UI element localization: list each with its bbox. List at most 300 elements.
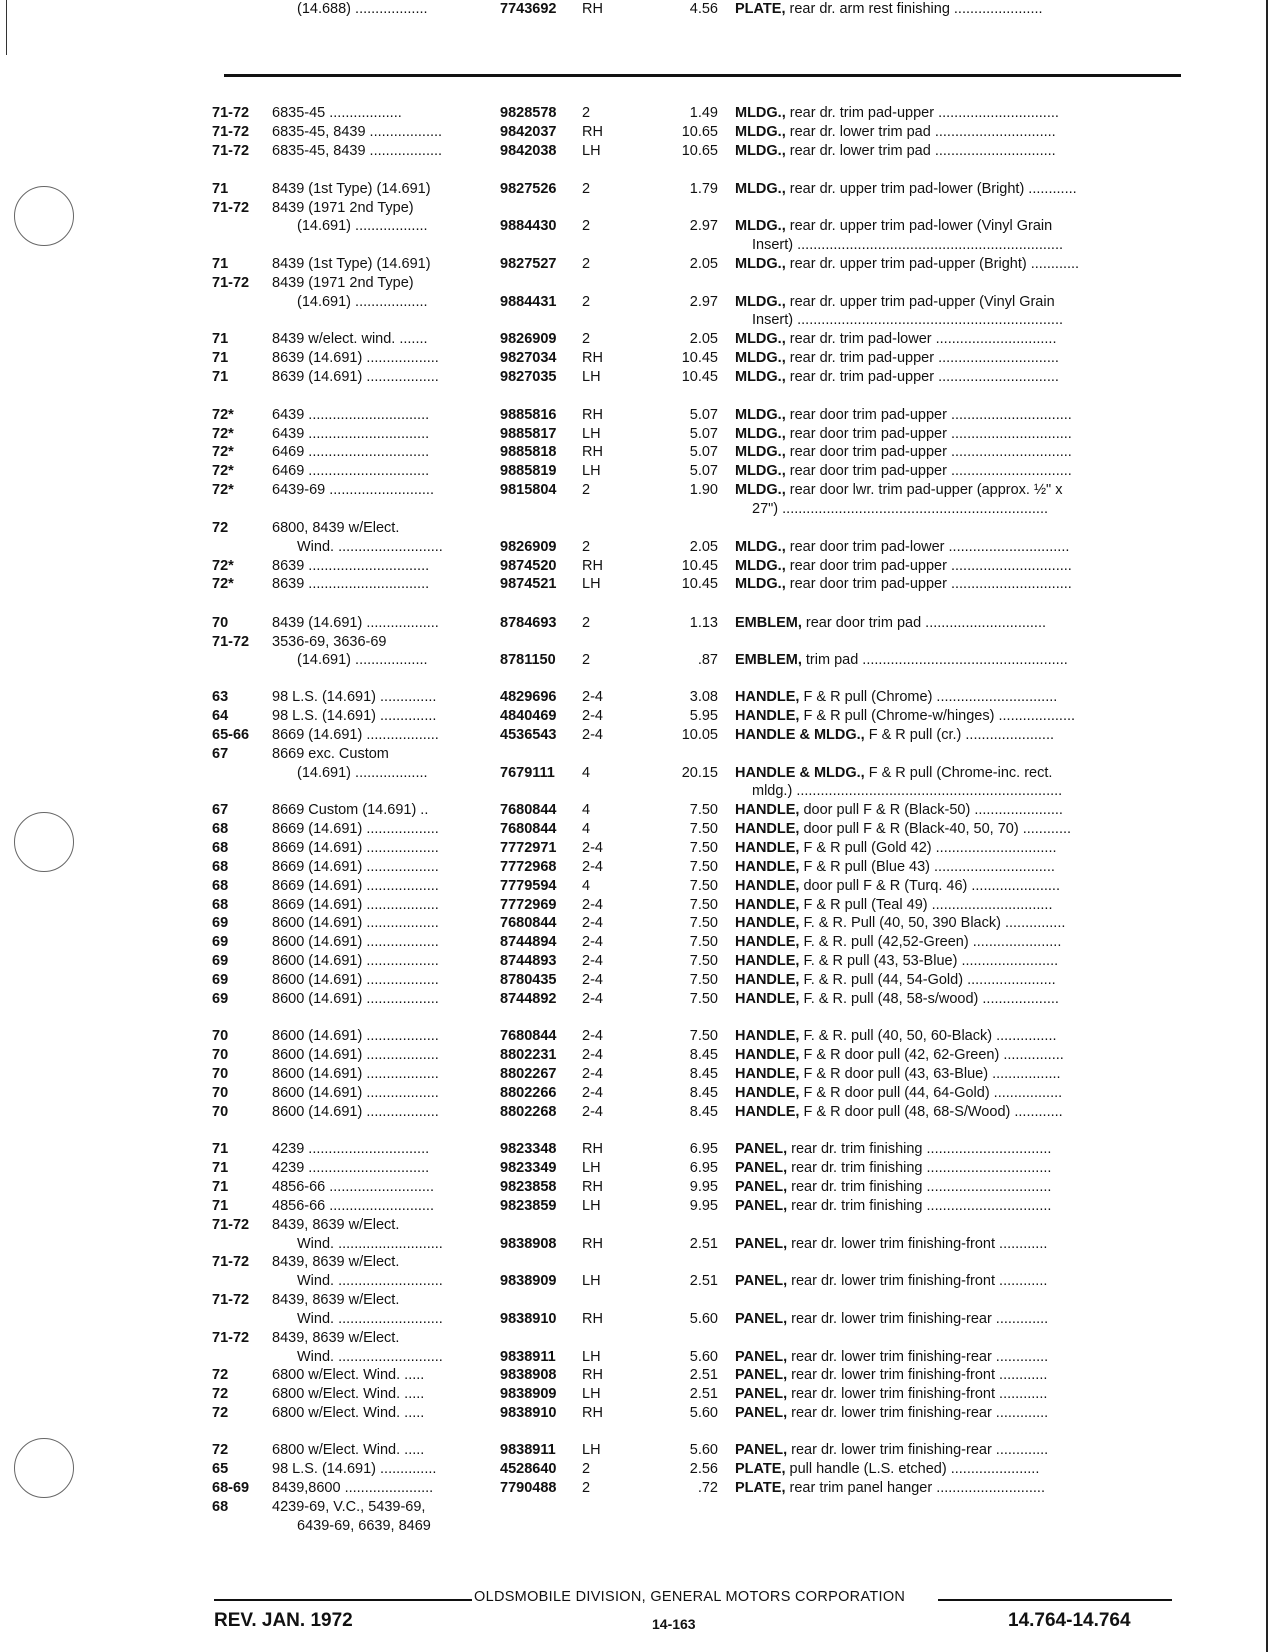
part-name: HANDLE,	[735, 1028, 800, 1044]
body-model: Wind. ..........................	[297, 1236, 443, 1252]
list-price: 1.49	[689, 105, 718, 121]
body-model: 8439 (1971 2nd Type)	[272, 200, 414, 216]
body-model: 8669 (14.691) ..................	[272, 878, 439, 894]
part-number: 8802268	[500, 1104, 557, 1120]
part-name: EMBLEM,	[735, 615, 802, 631]
part-description	[735, 1385, 1175, 1404]
body-model: 98 L.S. (14.691) ..............	[272, 708, 437, 724]
part-description-text: rear dr. arm rest finishing ......................	[785, 1, 1043, 17]
body-model: (14.691) ..................	[297, 652, 428, 668]
quantity: 2-4	[582, 1047, 603, 1063]
quantity: 2-4	[582, 934, 603, 950]
part-description	[735, 764, 1175, 783]
model-year: 72*	[212, 463, 234, 479]
part-description-text: rear dr. trim finishing ...............................	[787, 1198, 1052, 1214]
part-description	[735, 349, 1175, 368]
model-year: 65-66	[212, 727, 250, 743]
model-year: 71	[212, 350, 229, 366]
part-description-text: F & R pull (Chrome-w/hinges) ...................	[799, 708, 1076, 724]
part-name: MLDG.,	[735, 350, 786, 366]
list-price: 7.50	[689, 934, 718, 950]
body-model: 8600 (14.691) ..................	[272, 991, 439, 1007]
body-model: Wind. ..........................	[297, 539, 443, 555]
part-description	[752, 236, 1175, 255]
body-model: 6800, 8439 w/Elect.	[272, 520, 400, 536]
revision-date: REV. JAN. 1972	[214, 1610, 353, 1631]
model-year: 63	[212, 689, 229, 705]
part-description	[735, 952, 1175, 971]
model-year: 71-72	[212, 1217, 250, 1233]
quantity: 2	[582, 181, 591, 197]
part-number: 4829696	[500, 689, 557, 705]
part-description-text: rear door trim pad-upper ..............................	[785, 463, 1072, 479]
list-price: 2.05	[689, 331, 718, 347]
quantity: RH	[582, 1367, 603, 1383]
body-model: 6800 w/Elect. Wind. .....	[272, 1386, 425, 1402]
model-year: 70	[212, 1085, 229, 1101]
part-name: MLDG.,	[735, 576, 786, 592]
part-description-text: rear dr. trim pad-upper ..............................	[785, 350, 1059, 366]
list-price: 3.08	[689, 689, 718, 705]
body-model: 8639 ..............................	[272, 576, 430, 592]
part-name: MLDG.,	[735, 539, 786, 555]
list-price: 2.51	[689, 1273, 718, 1289]
part-description	[735, 1159, 1175, 1178]
part-number: 9838910	[500, 1405, 557, 1421]
part-number: 9838911	[500, 1442, 556, 1458]
part-name: HANDLE,	[735, 972, 800, 988]
part-description-text: pull handle (L.S. etched) ......................	[785, 1461, 1040, 1477]
binder-edge	[1266, 0, 1268, 1652]
part-number: 8784693	[500, 615, 557, 631]
part-name: HANDLE,	[735, 821, 800, 837]
part-number: 9815804	[500, 482, 557, 498]
part-name: MLDG.,	[735, 463, 786, 479]
punch-hole	[14, 812, 74, 872]
part-name: PLATE,	[735, 1, 786, 17]
body-model: 6439-69 ..........................	[272, 482, 434, 498]
part-description-text: rear dr. lower trim finishing-front ............	[787, 1386, 1048, 1402]
part-description-text: rear door trim pad-upper ..............................	[785, 576, 1072, 592]
body-model: 4239 ..............................	[272, 1141, 430, 1157]
list-price: 20.15	[681, 765, 718, 781]
part-description-text: F. & R pull (43, 53-Blue) ........................	[799, 953, 1059, 969]
part-description-text: F & R pull (Chrome-inc. rect.	[864, 765, 1053, 781]
part-number: 7772968	[500, 859, 557, 875]
part-name: PANEL,	[735, 1405, 788, 1421]
part-name: PANEL,	[735, 1160, 788, 1176]
list-price: 5.95	[689, 708, 718, 724]
part-number: 9828578	[500, 105, 557, 121]
quantity: 2	[582, 331, 591, 347]
part-number: 9874521	[500, 576, 557, 592]
part-number: 7779594	[500, 878, 557, 894]
list-price: 7.50	[689, 915, 718, 931]
part-description-text: door pull F & R (Turq. 46) ......................	[799, 878, 1060, 894]
header-rule	[224, 74, 1181, 77]
part-description	[735, 1460, 1175, 1479]
model-year: 69	[212, 934, 229, 950]
part-description-text: rear dr. lower trim finishing-rear .............	[787, 1311, 1049, 1327]
part-description	[735, 1140, 1175, 1159]
part-number: 9827526	[500, 181, 557, 197]
list-price: 7.50	[689, 840, 718, 856]
model-year: 71	[212, 1198, 229, 1214]
list-price: 9.95	[689, 1198, 718, 1214]
body-model: 8600 (14.691) ..................	[272, 1028, 439, 1044]
quantity: 2	[582, 105, 591, 121]
part-description	[735, 688, 1175, 707]
part-number: 7772969	[500, 897, 557, 913]
quantity: RH	[582, 1311, 603, 1327]
part-number: 4536543	[500, 727, 557, 743]
list-price: 7.50	[689, 897, 718, 913]
model-year: 69	[212, 915, 229, 931]
part-description-text: rear dr. trim finishing ...............................	[787, 1160, 1052, 1176]
body-model: 6835-45 ..................	[272, 105, 402, 121]
part-name: PANEL,	[735, 1273, 788, 1289]
quantity: LH	[582, 369, 601, 385]
model-year: 71-72	[212, 143, 250, 159]
list-price: 5.60	[689, 1349, 718, 1365]
section-number: 14.764-14.764	[1008, 1610, 1131, 1631]
part-description	[735, 1065, 1175, 1084]
part-name: MLDG.,	[735, 444, 786, 460]
model-year: 68	[212, 878, 229, 894]
model-year: 69	[212, 991, 229, 1007]
part-description	[735, 575, 1175, 594]
binder-mark	[6, 0, 7, 55]
body-model: Wind. ..........................	[297, 1311, 443, 1327]
list-price: 6.95	[689, 1160, 718, 1176]
model-year: 71-72	[212, 124, 250, 140]
body-model: 98 L.S. (14.691) ..............	[272, 1461, 437, 1477]
punch-hole	[14, 1438, 74, 1498]
part-name: MLDG.,	[735, 256, 786, 272]
part-description-text: rear door trim pad-upper ..............................	[785, 426, 1072, 442]
body-model: 4239 ..............................	[272, 1160, 430, 1176]
model-year: 71	[212, 181, 229, 197]
part-description-text: F. & R. Pull (40, 50, 390 Black) ...............	[799, 915, 1066, 931]
part-description-text: rear dr. lower trim finishing-rear .............	[787, 1405, 1049, 1421]
quantity: RH	[582, 1, 603, 17]
list-price: 4.56	[689, 1, 718, 17]
body-model: 8439 (1st Type) (14.691)	[272, 256, 431, 272]
footer-rule-left	[214, 1599, 472, 1601]
part-name: HANDLE,	[735, 897, 800, 913]
quantity: 2	[582, 218, 591, 234]
body-model: 8669 (14.691) ..................	[272, 821, 439, 837]
quantity: LH	[582, 463, 601, 479]
part-number: 7790488	[500, 1480, 557, 1496]
model-year: 72*	[212, 444, 234, 460]
model-year: 70	[212, 1028, 229, 1044]
body-model: 6439 ..............................	[272, 426, 430, 442]
part-description	[735, 1272, 1175, 1291]
part-description-text: F & R pull (Blue 43) ..............................	[799, 859, 1055, 875]
model-year: 71	[212, 331, 229, 347]
part-number: 9823348	[500, 1141, 557, 1157]
body-model: 8669 (14.691) ..................	[272, 897, 439, 913]
list-price: 2.51	[689, 1367, 718, 1383]
part-description-text: 27") ..................................................................	[752, 501, 1049, 517]
model-year: 71-72	[212, 275, 250, 291]
part-description-text: F & R pull (cr.) ......................	[864, 727, 1055, 743]
body-model: 8600 (14.691) ..................	[272, 1066, 439, 1082]
list-price: 2.05	[689, 256, 718, 272]
part-description	[735, 896, 1175, 915]
part-name: MLDG.,	[735, 124, 786, 140]
quantity: 2	[582, 652, 591, 668]
part-name: HANDLE,	[735, 802, 800, 818]
part-description	[735, 462, 1175, 481]
part-name: HANDLE,	[735, 934, 800, 950]
part-number: 9884431	[500, 294, 557, 310]
body-model: 98 L.S. (14.691) ..............	[272, 689, 437, 705]
part-description-text: rear dr. trim finishing ...............................	[787, 1179, 1052, 1195]
part-description-text: rear dr. lower trim finishing-rear .............	[787, 1442, 1049, 1458]
part-number: 9838909	[500, 1273, 557, 1289]
part-description	[735, 255, 1175, 274]
list-price: 5.60	[689, 1442, 718, 1458]
list-price: 2.97	[689, 294, 718, 310]
body-model: 6800 w/Elect. Wind. .....	[272, 1442, 425, 1458]
part-name: MLDG.,	[735, 294, 786, 310]
quantity: 4	[582, 802, 591, 818]
quantity: 2	[582, 539, 591, 555]
part-number: 9838911	[500, 1349, 556, 1365]
model-year: 72	[212, 1405, 229, 1421]
part-name: HANDLE,	[735, 991, 800, 1007]
body-model: 8439 w/elect. wind. .......	[272, 331, 428, 347]
body-model: (14.688) ..................	[297, 1, 428, 17]
list-price: 7.50	[689, 802, 718, 818]
part-number: 9838908	[500, 1367, 557, 1383]
quantity: 2	[582, 615, 591, 631]
quantity: 2-4	[582, 915, 603, 931]
part-description	[735, 123, 1175, 142]
part-description	[735, 1310, 1175, 1329]
body-model: 8600 (14.691) ..................	[272, 1085, 439, 1101]
part-name: HANDLE,	[735, 859, 800, 875]
model-year: 70	[212, 1066, 229, 1082]
list-price: 10.45	[681, 369, 718, 385]
part-name: EMBLEM,	[735, 652, 802, 668]
part-number: 8744894	[500, 934, 557, 950]
quantity: 2	[582, 482, 591, 498]
part-description	[735, 481, 1175, 500]
part-description-text: rear dr. upper trim pad-upper (Vinyl Grain	[785, 294, 1055, 310]
model-year: 72	[212, 1367, 229, 1383]
quantity: 2	[582, 294, 591, 310]
list-price: 5.07	[689, 407, 718, 423]
body-model: 8600 (14.691) ..................	[272, 1104, 439, 1120]
part-description	[735, 877, 1175, 896]
list-price: 9.95	[689, 1179, 718, 1195]
part-number: 7680844	[500, 1028, 557, 1044]
model-year: 69	[212, 953, 229, 969]
body-model: 8439 (1971 2nd Type)	[272, 275, 414, 291]
list-price: 7.50	[689, 953, 718, 969]
part-name: PLATE,	[735, 1480, 786, 1496]
part-description-text: rear dr. upper trim pad-lower (Bright) ............	[785, 181, 1077, 197]
model-year: 67	[212, 746, 229, 762]
quantity: LH	[582, 143, 601, 159]
part-description-text: rear dr. upper trim pad-upper (Bright) ............	[785, 256, 1080, 272]
body-model: 8439, 8639 w/Elect.	[272, 1292, 400, 1308]
model-year: 69	[212, 972, 229, 988]
part-description-text: rear dr. lower trim pad ..............................	[785, 124, 1056, 140]
model-year: 71	[212, 256, 229, 272]
model-year: 72	[212, 1442, 229, 1458]
part-number: 9885818	[500, 444, 557, 460]
part-description	[735, 1479, 1175, 1498]
part-name: MLDG.,	[735, 407, 786, 423]
part-number: 9885816	[500, 407, 557, 423]
list-price: 7.50	[689, 972, 718, 988]
model-year: 70	[212, 615, 229, 631]
body-model: 8639 ..............................	[272, 558, 430, 574]
part-name: HANDLE & MLDG.,	[735, 727, 865, 743]
punch-hole	[14, 186, 74, 246]
quantity: RH	[582, 1236, 603, 1252]
part-name: PANEL,	[735, 1386, 788, 1402]
quantity: RH	[582, 124, 603, 140]
model-year: 64	[212, 708, 229, 724]
quantity: RH	[582, 1405, 603, 1421]
quantity: 2-4	[582, 991, 603, 1007]
part-name: PLATE,	[735, 1461, 786, 1477]
part-number: 7743692	[500, 1, 557, 17]
part-name: HANDLE,	[735, 1085, 800, 1101]
part-number: 7680844	[500, 821, 557, 837]
quantity: 2-4	[582, 840, 603, 856]
model-year: 72	[212, 1386, 229, 1402]
body-model: (14.691) ..................	[297, 294, 428, 310]
part-name: MLDG.,	[735, 369, 786, 385]
part-name: HANDLE,	[735, 708, 800, 724]
part-description-text: rear dr. lower trim finishing-front ............	[787, 1367, 1048, 1383]
part-description-text: mldg.) ..................................................................	[752, 783, 1063, 799]
body-model: 6800 w/Elect. Wind. .....	[272, 1405, 425, 1421]
list-price: 6.95	[689, 1141, 718, 1157]
model-year: 68	[212, 859, 229, 875]
body-model: 6469 ..............................	[272, 444, 430, 460]
part-number: 9885817	[500, 426, 557, 442]
body-model: 8600 (14.691) ..................	[272, 1047, 439, 1063]
model-year: 68	[212, 821, 229, 837]
part-number: 4528640	[500, 1461, 557, 1477]
quantity: 2	[582, 1461, 591, 1477]
part-description	[735, 368, 1175, 387]
body-model: 6800 w/Elect. Wind. .....	[272, 1367, 425, 1383]
part-name: HANDLE,	[735, 915, 800, 931]
part-description	[735, 557, 1175, 576]
part-name: HANDLE,	[735, 1066, 800, 1082]
part-number: 9838910	[500, 1311, 557, 1327]
list-price: 7.50	[689, 878, 718, 894]
part-name: MLDG.,	[735, 558, 786, 574]
part-name: PANEL,	[735, 1367, 788, 1383]
model-year: 67	[212, 802, 229, 818]
part-description-text: F & R door pull (48, 68-S/Wood) ............	[799, 1104, 1063, 1120]
part-description	[735, 820, 1175, 839]
part-description-text: F & R pull (Gold 42) ..............................	[799, 840, 1057, 856]
part-description	[735, 104, 1175, 123]
body-model: 8669 (14.691) ..................	[272, 859, 439, 875]
list-price: 7.50	[689, 991, 718, 1007]
part-description	[735, 406, 1175, 425]
part-name: PANEL,	[735, 1141, 788, 1157]
list-price: .87	[697, 652, 718, 668]
part-name: MLDG.,	[735, 482, 786, 498]
body-model: 8600 (14.691) ..................	[272, 934, 439, 950]
list-price: 7.50	[689, 859, 718, 875]
part-description	[735, 425, 1175, 444]
part-name: MLDG.,	[735, 218, 786, 234]
part-description	[735, 801, 1175, 820]
list-price: 8.45	[689, 1047, 718, 1063]
part-description	[735, 858, 1175, 877]
list-price: 10.45	[681, 350, 718, 366]
model-year: 65	[212, 1461, 229, 1477]
part-description-text: Insert) ..................................................................	[752, 312, 1064, 328]
model-year: 72*	[212, 407, 234, 423]
body-model: 4856-66 ..........................	[272, 1198, 434, 1214]
part-number: 7680844	[500, 915, 557, 931]
list-price: 2.97	[689, 218, 718, 234]
part-description	[735, 914, 1175, 933]
part-description	[735, 1178, 1175, 1197]
part-description	[735, 293, 1175, 312]
body-model: 6469 ..............................	[272, 463, 430, 479]
part-description-text: rear dr. upper trim pad-lower (Vinyl Grain	[785, 218, 1053, 234]
quantity: 2-4	[582, 972, 603, 988]
model-year: 68-69	[212, 1480, 250, 1496]
list-price: 1.90	[689, 482, 718, 498]
part-description-text: rear door trim pad-upper ..............................	[785, 558, 1072, 574]
part-number: 8780435	[500, 972, 557, 988]
list-price: 2.51	[689, 1236, 718, 1252]
part-name: HANDLE,	[735, 1047, 800, 1063]
part-description-text: rear dr. lower trim finishing-rear .............	[787, 1349, 1049, 1365]
part-description	[735, 142, 1175, 161]
list-price: 5.60	[689, 1311, 718, 1327]
body-model: 6439-69, 6639, 8469	[297, 1518, 431, 1534]
part-description	[735, 933, 1175, 952]
part-description	[735, 839, 1175, 858]
part-number: 9874520	[500, 558, 557, 574]
part-name: PANEL,	[735, 1198, 788, 1214]
list-price: .72	[697, 1480, 718, 1496]
part-description-text: F & R pull (Teal 49) ..............................	[799, 897, 1053, 913]
list-price: 7.50	[689, 1028, 718, 1044]
quantity: LH	[582, 576, 601, 592]
model-year: 71-72	[212, 105, 250, 121]
part-name: MLDG.,	[735, 331, 786, 347]
part-description-text: rear dr. trim pad-lower ..............................	[785, 331, 1057, 347]
list-price: 1.13	[689, 615, 718, 631]
body-model: 6835-45, 8439 ..................	[272, 124, 443, 140]
part-number: 8802267	[500, 1066, 557, 1082]
part-description	[735, 651, 1175, 670]
body-model: 8669 (14.691) ..................	[272, 727, 439, 743]
list-price: 5.07	[689, 426, 718, 442]
part-number: 7772971	[500, 840, 557, 856]
quantity: 2	[582, 1480, 591, 1496]
body-model: (14.691) ..................	[297, 765, 428, 781]
part-number: 8781150	[500, 652, 556, 668]
